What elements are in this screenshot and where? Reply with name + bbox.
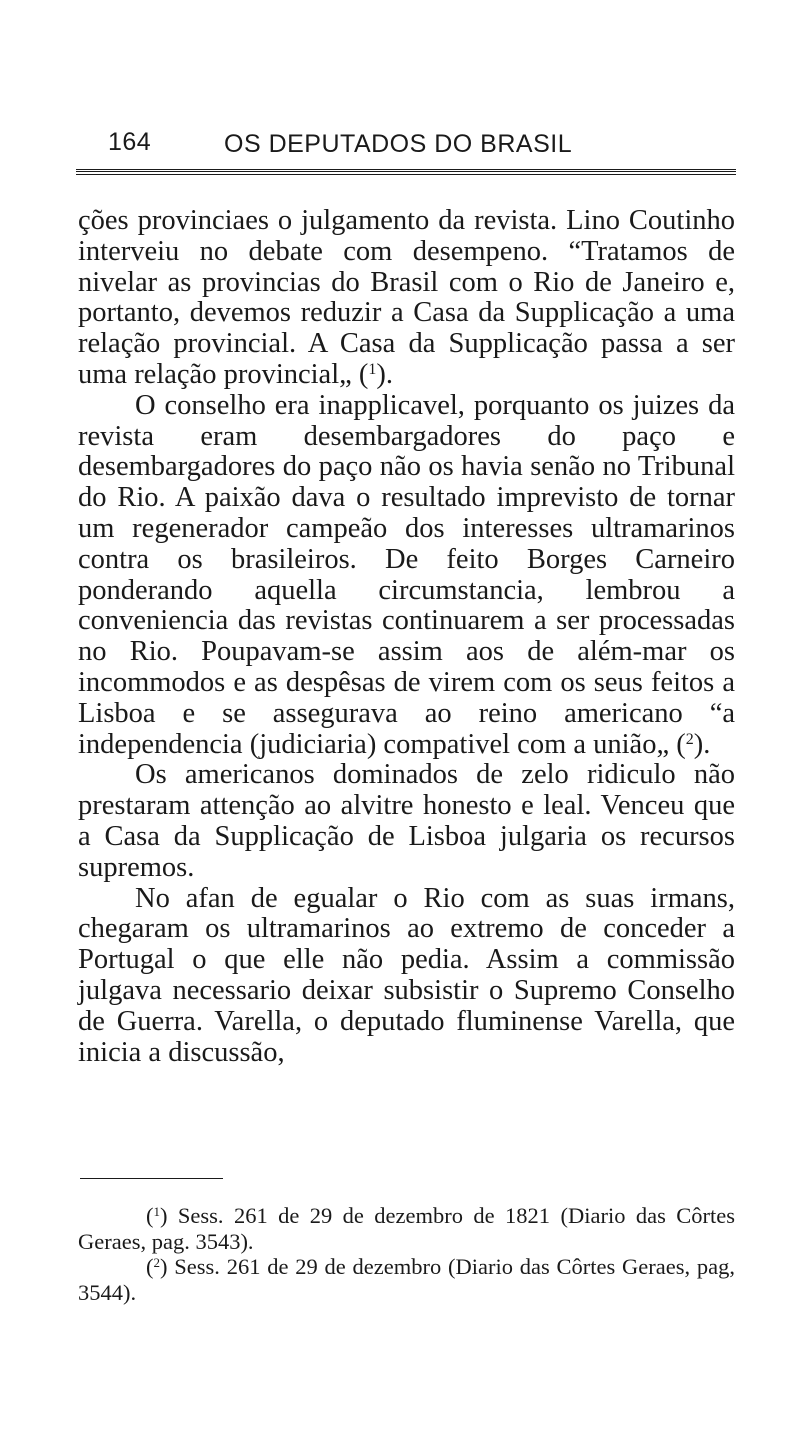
footnote-text: Sess. 261 de 29 de dezembro (Diario das Côrtes Geraes, pag, 3544).	[78, 1254, 735, 1305]
paragraph: Os americanos dominados de zelo ridiculo não prestaram attenção ao alvitre honesto e leal. Venceu que a Casa da Supplicação de Lisboa julgaria os recursos supremos.	[78, 759, 735, 883]
footnote-paren: )	[160, 1254, 168, 1279]
footnote-text: Sess. 261 de 29 de dezembro de 1821 (Diario das Côrtes Geraes, pag. 3543).	[78, 1203, 735, 1254]
footnote	[78, 1254, 735, 1305]
paragraph	[78, 206, 735, 391]
paragraph-text: ções provinciaes o julgamento da revista. Lino Coutinho interveiu no debate com desempeno. “Tratamos de nivelar as provincias do Brasil com o Rio de Janeiro e, portanto, devemos reduzir a Casa da Supplicação a uma relação provincial. A Casa da Supplicação passa a ser uma relação provincial„ (	[78, 205, 735, 390]
paragraph-text: O conselho era inapplicavel, porquanto os juizes da revista eram desembargadores do paço e desembargadores do paço não os havia senão no Tribunal do Rio. A paixão dava o resultado imprevisto de tornar um regenerador campeão dos interesses ultramarinos contra os brasileiros. De feito Borges Carneiro ponderando aquella circumstancia, lembrou a conveniencia das revistas continuarem a ser processadas no Rio. Poupavam-se assim aos de além-mar os incommodos e as despêsas de virem com os seus feitos a Lisboa e se assegurava ao reino americano “a independencia (judiciaria) compativel com a união„ (	[78, 389, 735, 760]
page-number: 164	[108, 128, 152, 156]
footnotes	[78, 1203, 735, 1305]
footnote-paren: )	[160, 1203, 168, 1228]
body-text	[78, 206, 735, 1068]
paragraph	[78, 391, 735, 761]
footnote-marker: 2	[153, 1255, 160, 1270]
footnote-paren: (	[146, 1254, 154, 1279]
paragraph-text: ).	[376, 358, 394, 390]
paragraph: No afan de egualar o Rio com as suas irmans, chegaram os ultramarinos ao extremo de conceder a Portugal o que elle não pedia. Assim a commissão julgava necessario deixar subsistir o Supremo Conselho de Guerra. Varella, o deputado fluminense Varella, que inicia a discussão,	[78, 882, 735, 1068]
paragraph-text: ).	[693, 728, 711, 760]
footnote-rule	[80, 1178, 223, 1179]
header-rule	[76, 169, 736, 175]
footnote	[78, 1203, 735, 1254]
page-header	[80, 128, 735, 168]
footnote-marker: 1	[153, 1204, 160, 1219]
footnote-ref: 2	[685, 730, 694, 748]
footnote-ref: 1	[368, 360, 377, 378]
footnote-paren: (	[146, 1203, 154, 1228]
running-title: OS DEPUTADOS DO BRASIL	[224, 130, 573, 158]
